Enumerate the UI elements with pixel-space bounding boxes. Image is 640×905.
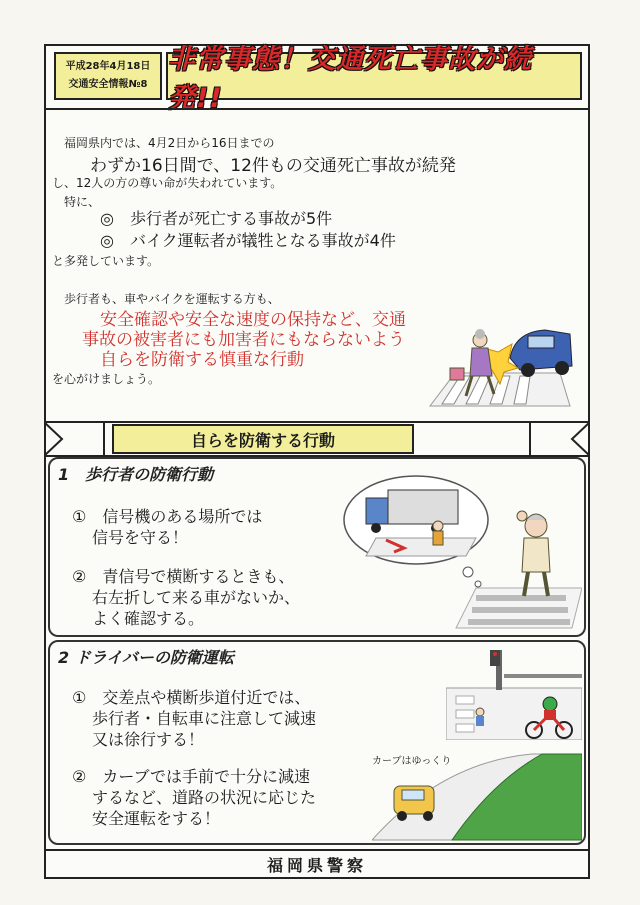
footer-label: 福岡県警察	[266, 855, 367, 875]
s2-item2-line3: 安全運転をする！	[92, 809, 221, 828]
intro-red-2: 事故の被害者にも加害者にもならないよう	[82, 330, 405, 350]
s1-item2-line3: よく確認する。	[92, 609, 205, 628]
intro-line-7: を心がけましょう。	[52, 372, 161, 386]
title-box	[166, 44, 582, 114]
banner	[112, 424, 414, 454]
page-title: 非常事態！交通死亡事故が続発!!	[168, 44, 532, 114]
intro-line-2: わずか16日間で、12件もの交通死亡事故が続発	[90, 156, 456, 176]
section-1-title: 1 歩行者の防衛行動	[58, 465, 214, 484]
intro-line-6: 歩行者も、車やバイクを運転する方も、	[64, 292, 280, 306]
date-box	[54, 52, 162, 100]
intro-red-1: 安全確認や安全な速度の保持など、交通	[100, 310, 406, 330]
s2-item1-line2: 歩行者・自転車に注意して減速	[92, 709, 317, 728]
intro-line-3: し、12人の方の尊い命が失われています。	[52, 176, 283, 190]
s2-item2-line2: するなど、道路の状況に応じた	[92, 788, 317, 807]
intro-bullet-1: ◎ 歩行者が死亡する事故が5件	[100, 209, 333, 228]
banner-label: 自らを防衛する行動	[190, 430, 335, 450]
s1-item1-line2: 信号を守る！	[92, 528, 189, 547]
intro-line-1: 福岡県内では、4月2日から16日までの	[64, 136, 275, 150]
intro-line-4: 特に、	[64, 195, 101, 209]
header-divider	[44, 108, 590, 110]
footer	[44, 849, 590, 879]
curve-label: カーブはゆっくり	[372, 756, 452, 767]
intro-line-5: と多発しています。	[52, 254, 160, 268]
issue-text: 交通安全情報№8	[68, 79, 148, 90]
s2-item1-line1: ① 交差点や横断歩道付近では、	[72, 688, 311, 707]
s2-item2-line1: ② カーブでは手前で十分に減速	[72, 767, 311, 786]
intro-bullet-2: ◎ バイク運転者が犠牲となる事故が4件	[100, 231, 396, 250]
intro-red-3: 自らを防衛する慎重な行動	[100, 350, 304, 370]
date-text: 平成28年4月18日	[65, 61, 151, 72]
s1-item1-line1: ① 信号機のある場所では	[72, 507, 263, 526]
s1-item2-line1: ② 青信号で横断するときも、	[72, 567, 295, 586]
pedestrian-illustration	[336, 468, 582, 630]
s1-item2-line2: 右左折して来る車がないか、	[92, 588, 301, 607]
intersection-illustration	[446, 644, 582, 740]
section-2-title: 2 ドライバーの防衛運転	[58, 648, 234, 667]
accident-illustration	[420, 318, 580, 418]
s2-item1-line3: 又は徐行する！	[92, 730, 205, 749]
